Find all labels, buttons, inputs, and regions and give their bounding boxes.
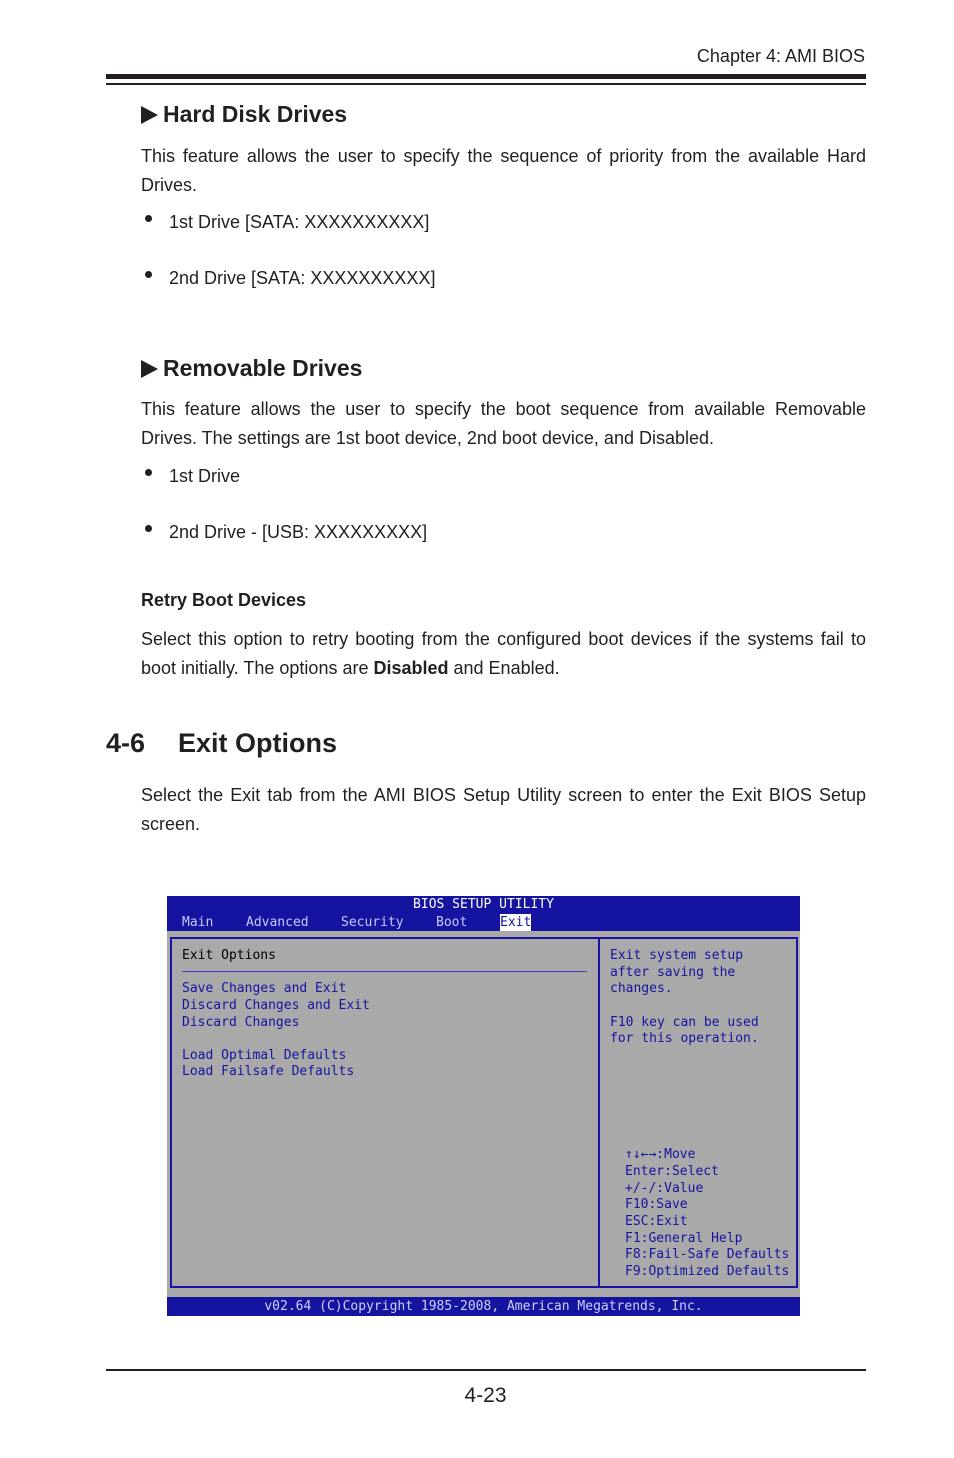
- bios-panel-title: Exit Options: [182, 948, 276, 963]
- removable-heading-text: Removable Drives: [163, 355, 363, 381]
- bios-title-bar: BIOS SETUP UTILITY: [167, 896, 800, 914]
- triangle-arrow-icon: [141, 106, 158, 124]
- removable-bullet-1: [141, 466, 240, 487]
- bios-key-move: ↑↓←→:Move: [625, 1147, 696, 1162]
- bios-key-exit: ESC:Exit: [625, 1214, 688, 1229]
- hdd-heading-text: Hard Disk Drives: [163, 101, 348, 127]
- bios-tab-boot[interactable]: Boot: [436, 915, 468, 930]
- hdd-bullet-2: [141, 268, 435, 289]
- bios-key-save: F10:Save: [625, 1197, 688, 1212]
- chapter-header: Chapter 4: AMI BIOS: [696, 46, 865, 66]
- retry-heading: Retry Boot Devices: [141, 590, 307, 610]
- bios-item-discard[interactable]: Discard Changes: [182, 1015, 300, 1030]
- bios-item-load-optimal[interactable]: Load Optimal Defaults: [182, 1048, 347, 1063]
- bios-key-value: +/-/:Value: [625, 1181, 704, 1196]
- bullet-dot-icon: [145, 215, 152, 222]
- exit-description: Select the Exit tab from the AMI BIOS Setup Utility screen to enter the Exit BIOS Setup screen.: [141, 785, 866, 834]
- retry-text-post: and Enabled.: [448, 658, 560, 678]
- bios-help-line-1: Exit system setup: [610, 948, 744, 963]
- section-number: 4-6: [106, 728, 146, 758]
- bios-title-underline: [182, 971, 587, 972]
- bios-help-line-5: for this operation.: [610, 1031, 759, 1046]
- bios-tab-exit[interactable]: Exit: [500, 915, 532, 930]
- retry-text-bold: Disabled: [373, 658, 449, 678]
- bios-item-load-failsafe[interactable]: Load Failsafe Defaults: [182, 1064, 355, 1079]
- bullet-text: 1st Drive [SATA: XXXXXXXXXX]: [169, 212, 430, 232]
- header-rule-thin: [106, 83, 866, 85]
- bios-tab-main[interactable]: Main: [182, 915, 214, 930]
- bios-tab-security[interactable]: Security: [341, 915, 404, 930]
- bios-item-save-exit[interactable]: Save Changes and Exit: [182, 981, 347, 996]
- bullet-text: 2nd Drive [SATA: XXXXXXXXXX]: [169, 268, 436, 288]
- section-title: Exit Options: [178, 728, 338, 758]
- bullet-dot-icon: [145, 469, 152, 476]
- footer-rule: [106, 1369, 866, 1371]
- bios-panel-divider: [598, 937, 600, 1288]
- retry-description: [141, 625, 866, 683]
- bios-key-select: Enter:Select: [625, 1164, 719, 1179]
- retry-text-pre: Select this option to retry booting from the configured boot devices if the systems fail to boot initially. The options are: [141, 629, 866, 678]
- bios-key-failsafe: F8:Fail-Safe Defaults: [625, 1247, 790, 1262]
- header-rule-thick: [106, 74, 866, 79]
- bios-tab-advanced[interactable]: Advanced: [246, 915, 309, 930]
- bullet-text: 1st Drive: [169, 466, 241, 486]
- bios-copyright-bar: v02.64 (C)Copyright 1985-2008, American Megatrends, Inc.: [167, 1297, 800, 1316]
- bios-help-line-2: after saving the: [610, 965, 736, 980]
- hdd-heading: [141, 101, 347, 128]
- bullet-text: 2nd Drive - [USB: XXXXXXXXX]: [169, 522, 428, 542]
- bullet-dot-icon: [145, 525, 152, 532]
- section-heading: [106, 728, 337, 759]
- removable-bullet-2: [141, 522, 427, 543]
- hdd-bullet-1: [141, 212, 429, 233]
- removable-heading: [141, 355, 362, 382]
- page-number: 4-23: [464, 1384, 507, 1407]
- hdd-description: This feature allows the user to specify the sequence of priority from the available Hard Drives.: [141, 146, 866, 195]
- bios-help-line-3: changes.: [610, 981, 673, 996]
- bios-key-optimized: F9:Optimized Defaults: [625, 1264, 790, 1279]
- bios-screenshot: [167, 896, 800, 1316]
- removable-description: This feature allows the user to specify the boot sequence from available Removable Drives. The settings are 1st boot device, 2nd boot device, and Disabled.: [141, 399, 866, 448]
- bullet-dot-icon: [145, 271, 152, 278]
- bios-help-line-4: F10 key can be used: [610, 1015, 759, 1030]
- bios-menu-bar: [167, 914, 800, 931]
- bios-item-discard-exit[interactable]: Discard Changes and Exit: [182, 998, 370, 1013]
- triangle-arrow-icon: [141, 360, 158, 378]
- bios-key-help: F1:General Help: [625, 1231, 743, 1246]
